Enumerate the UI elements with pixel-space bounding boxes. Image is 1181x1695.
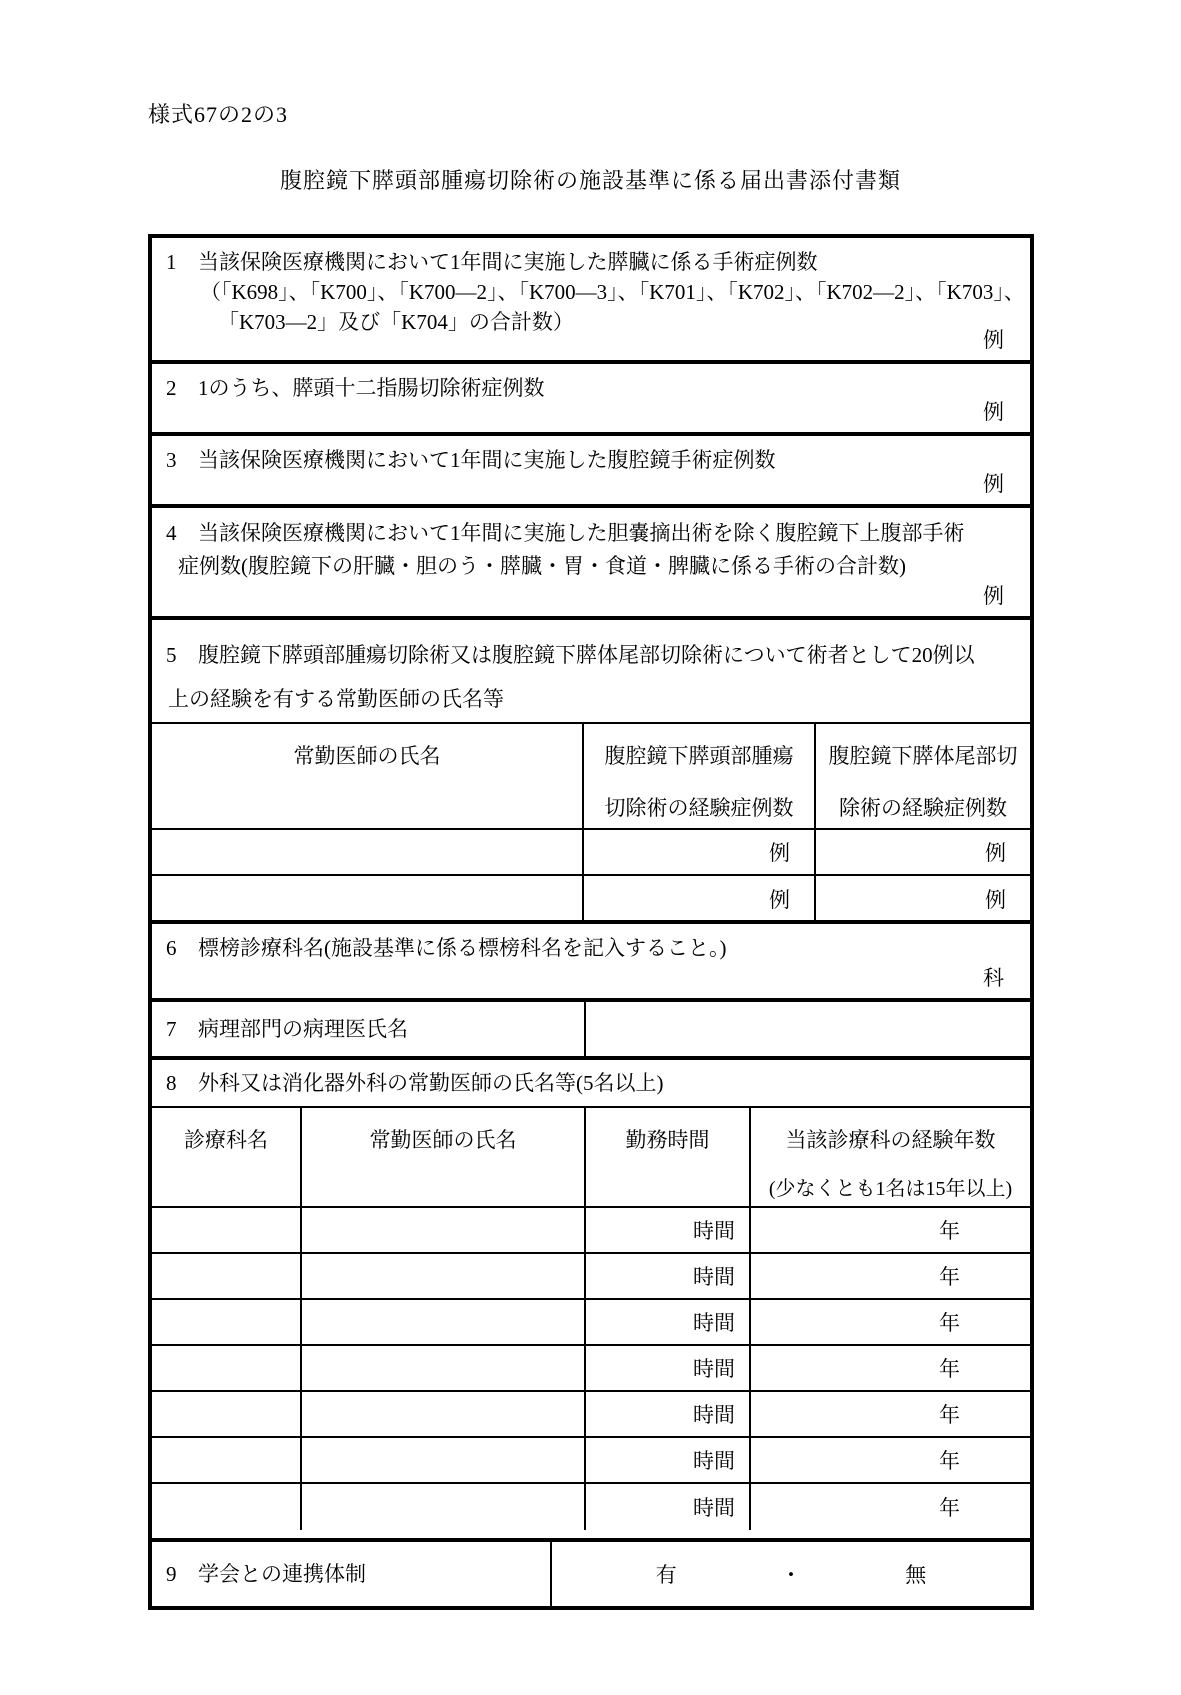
body-tail-cases-input-cell[interactable]: [816, 876, 1030, 922]
cases-unit-label: 例: [985, 841, 1006, 865]
cases-unit-label: 例: [769, 841, 790, 865]
section-9-society-cooperation: [152, 1542, 1030, 1606]
years-unit-label: 年: [939, 1496, 960, 1520]
section-6-line: 6 標榜診療科名(施設基準に係る標榜科名を記入すること。): [152, 933, 1030, 963]
experience-years-input-cell[interactable]: [751, 1208, 1030, 1252]
working-hours-input-cell[interactable]: [586, 1208, 751, 1252]
doctor-name-input-cell[interactable]: [302, 1346, 586, 1390]
department-input-cell[interactable]: [152, 1300, 302, 1344]
working-hours-header: 勤務時間: [586, 1108, 751, 1206]
section-1-line2: （「K698」、「K700」、「K700―2」、「K700―3」、「K701」、「K702」、「K702―2」、「K703」、: [200, 280, 1025, 304]
working-hours-input-cell[interactable]: [586, 1254, 751, 1298]
hours-unit-label: 時間: [693, 1403, 735, 1427]
section-1-line3: 「K703―2」及び「K704」の合計数）: [218, 310, 574, 334]
section-6-number: 6: [166, 936, 177, 960]
doctor-table-row: [152, 1484, 1030, 1530]
section-7-label-cell: 7 病理部門の病理医氏名: [152, 1002, 586, 1056]
years-unit-label: 年: [939, 1403, 960, 1427]
experience-years-input-cell[interactable]: [751, 1438, 1030, 1482]
doctor-table-header-row: [152, 1108, 1030, 1208]
doctor-name-input-cell[interactable]: [302, 1300, 586, 1344]
pancreatic-head-cases-header: 腹腔鏡下膵頭部腫瘍 切除術の経験症例数: [584, 724, 816, 828]
section-2-unit-label: 例: [983, 400, 1004, 424]
section-3-unit-label: 例: [983, 472, 1004, 496]
body-tail-cases-input-cell[interactable]: [816, 830, 1030, 874]
doctor-table-row: [152, 1208, 1030, 1254]
section-4-line1: 4 当該保険医療機関において1年間に実施した胆嚢摘出術を除く腹腔鏡下上腹部手術: [152, 517, 1030, 550]
section-9-choice-cell: [552, 1542, 1030, 1606]
doctor-table-row: [152, 1300, 1030, 1346]
surgeon-table-row: [152, 876, 1030, 922]
form-number: 様式67の2の3: [148, 102, 289, 127]
section-5-experienced-surgeons: [152, 620, 1030, 924]
section-4-number: 4: [166, 521, 177, 545]
section-7-number: 7: [166, 1017, 177, 1041]
section-8-title: 8 外科又は消化器外科の常勤医師の氏名等(5名以上): [152, 1060, 1030, 1108]
option-yes[interactable]: 有: [655, 1563, 677, 1587]
working-hours-input-cell[interactable]: [586, 1300, 751, 1344]
cases-unit-label: 例: [985, 888, 1006, 912]
section-1-pancreas-surgery-count: [152, 238, 1030, 364]
section-4-line2: 症例数(腹腔鏡下の肝臓・胆のう・膵臓・胃・食道・脾臓に係る手術の合計数): [178, 554, 906, 578]
doctor-name-header: 常勤医師の氏名: [302, 1108, 586, 1206]
years-unit-label: 年: [939, 1311, 960, 1335]
section-9-label-cell: 9 学会との連携体制: [152, 1542, 552, 1606]
hours-unit-label: 時間: [693, 1311, 735, 1335]
section-5-number: 5: [166, 643, 177, 667]
section-5-description: [152, 620, 1030, 722]
experience-years-header: 当該診療科の経験年数 (少なくとも1名は15年以上): [768, 1128, 1013, 1200]
hours-unit-label: 時間: [693, 1357, 735, 1381]
doctor-name-input-cell[interactable]: [302, 1254, 586, 1298]
doctor-table-row: [152, 1438, 1030, 1484]
hours-unit-label: 時間: [693, 1219, 735, 1243]
department-input-cell[interactable]: [152, 1208, 302, 1252]
section-9-number: 9: [166, 1562, 177, 1586]
option-no[interactable]: 無: [905, 1563, 927, 1587]
surgeon-table-header-row: [152, 724, 1030, 830]
form-table: [148, 234, 1034, 1610]
section-7-pathologist-name: [152, 1002, 1030, 1060]
working-hours-input-cell[interactable]: [586, 1392, 751, 1436]
section-1-number: 1: [166, 250, 177, 274]
doctor-table-row: [152, 1254, 1030, 1300]
department-input-cell[interactable]: [152, 1254, 302, 1298]
section-6-unit-label: 科: [983, 966, 1004, 990]
surgeon-name-input-cell[interactable]: [152, 830, 584, 874]
years-unit-label: 年: [939, 1265, 960, 1289]
surgeon-name-input-cell[interactable]: [152, 876, 584, 922]
working-hours-input-cell[interactable]: [586, 1438, 751, 1482]
doctor-name-input-cell[interactable]: [302, 1484, 586, 1530]
section-2-pd-resection-count[interactable]: [152, 364, 1030, 436]
department-input-cell[interactable]: [152, 1484, 302, 1530]
experience-years-input-cell[interactable]: [751, 1484, 1030, 1530]
hours-unit-label: 時間: [693, 1496, 735, 1520]
experience-years-input-cell[interactable]: [751, 1346, 1030, 1390]
hours-unit-label: 時間: [693, 1449, 735, 1473]
years-unit-label: 年: [939, 1449, 960, 1473]
years-unit-label: 年: [939, 1357, 960, 1381]
pancreatic-body-tail-cases-header: 腹腔鏡下膵体尾部切 除術の経験症例数: [828, 744, 1018, 820]
page-title: 腹腔鏡下膵頭部腫瘍切除術の施設基準に係る届出書添付書類: [279, 168, 901, 193]
section-6-department-name[interactable]: [152, 924, 1030, 1002]
department-input-cell[interactable]: [152, 1346, 302, 1390]
surgeon-table-row: [152, 830, 1030, 876]
section-2-line: 2 1のうち、膵頭十二指腸切除術症例数: [152, 373, 1030, 403]
hours-unit-label: 時間: [693, 1265, 735, 1289]
department-input-cell[interactable]: [152, 1438, 302, 1482]
option-separator: ・: [780, 1563, 802, 1587]
department-input-cell[interactable]: [152, 1392, 302, 1436]
doctor-name-input-cell[interactable]: [302, 1208, 586, 1252]
surgeon-experience-table: [152, 722, 1030, 922]
section-8-number: 8: [166, 1071, 177, 1095]
head-cases-input-cell[interactable]: [584, 830, 816, 874]
head-cases-input-cell[interactable]: [584, 876, 816, 922]
working-hours-input-cell[interactable]: [586, 1484, 751, 1530]
doctor-name-input-cell[interactable]: [302, 1438, 586, 1482]
doctor-table-row: [152, 1346, 1030, 1392]
experience-years-input-cell[interactable]: [751, 1392, 1030, 1436]
doctor-table-row: [152, 1392, 1030, 1438]
doctor-name-input-cell[interactable]: [302, 1392, 586, 1436]
years-unit-label: 年: [939, 1219, 960, 1243]
cases-unit-label: 例: [769, 888, 790, 912]
department-header: 診療科名: [152, 1108, 302, 1206]
section-4-unit-label: 例: [983, 584, 1004, 608]
experience-years-input-cell[interactable]: [751, 1300, 1030, 1344]
section-3-line: 3 当該保険医療機関において1年間に実施した腹腔鏡手術症例数: [152, 445, 1030, 475]
section-8-fulltime-doctors: [152, 1060, 1030, 1542]
section-1-unit-label: 例: [983, 328, 1004, 352]
working-hours-input-cell[interactable]: [586, 1346, 751, 1390]
section-1-line1: 1 当該保険医療機関において1年間に実施した膵臓に係る手術症例数: [152, 247, 1030, 277]
section-2-number: 2: [166, 376, 177, 400]
experience-years-input-cell[interactable]: [751, 1254, 1030, 1298]
section-5-line2: 上の経験を有する常勤医師の氏名等: [168, 687, 504, 711]
surgeon-name-header: 常勤医師の氏名: [152, 724, 584, 828]
pathologist-name-input-cell[interactable]: [586, 1002, 1030, 1056]
section-3-number: 3: [166, 448, 177, 472]
section-5-line1: 5 腹腔鏡下膵頭部腫瘍切除術又は腹腔鏡下膵体尾部切除術について術者として20例以: [152, 633, 1030, 677]
section-4-upper-abdominal-count[interactable]: [152, 508, 1030, 620]
section-3-laparoscopic-count[interactable]: [152, 436, 1030, 508]
